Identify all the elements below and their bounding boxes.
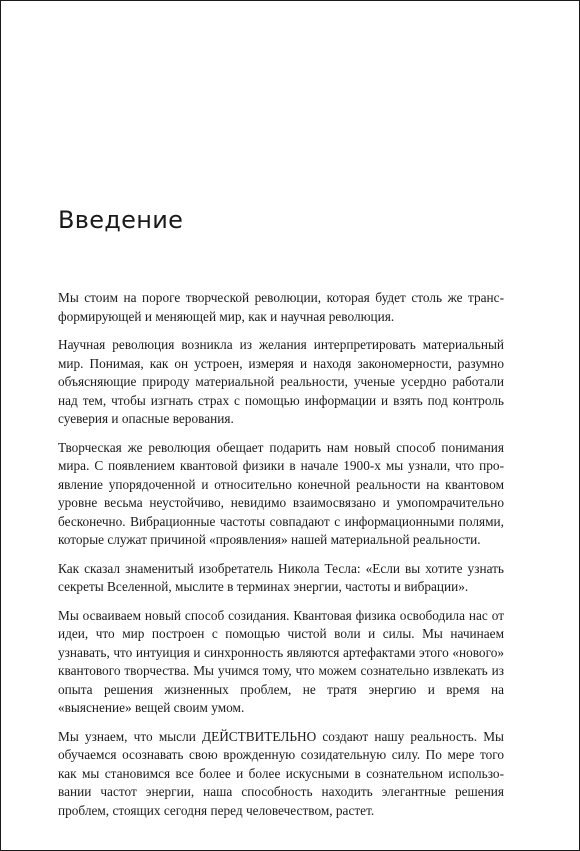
chapter-title: Введение xyxy=(58,206,184,234)
chapter-body xyxy=(58,289,504,830)
paragraph: Научная революция возникла из желания интерпретировать материальный мир. Понимая, как он устроен, измеряя и находя закономерности, разумно объясняющие природу материальной реальности, ученые усердно работали над тем, чтобы изгнать страх с помощью информации и взять под контроль суеверия и опасные верования. xyxy=(58,337,504,426)
paragraph: Мы осваиваем новый способ созидания. Квантовая физика освободила нас от идеи, что мир построен с помощью чистой воли и силы. Мы начинаем узнавать, что интуиция и синхронность являются артефактами этого «нового» квантового творчества. Мы учимся тому, что можем сознательно извлекать из опыта решения жизненных проблем, не тратя энергию и время на «выяснение» вещей своим умом. xyxy=(58,607,504,715)
paragraph: Мы стоим на пороге творческой революции, которая будет столь же трансформирующей и меняющей мир, как и научная революция. xyxy=(58,290,504,324)
paragraph: Мы узнаем, что мысли ДЕЙСТВИТЕЛЬНО создают нашу реальность. Мы обучаемся осознавать свою врожденную созидательную силу. По мере того как мы становимся все более и более искусными в сознательном использовании частот энергии, наша способность находить элегантные решения проблем, стоящих сегодня перед человечеством, растет. xyxy=(58,728,504,818)
paragraph: Как сказал знаменитый изобретатель Никола Тесла: «Если вы хотите узнать секреты Вселенной, мыслите в терминах энергии, частоты и вибрации». xyxy=(58,560,504,594)
paragraph: Творческая же революция обещает подарить нам новый способ понимания мира. С появлением квантовой физики в начале 1900-х мы узнали, что проявление упорядоченной и относительно конечной реальности на квантовом уровне весьма неустойчиво, невидимо взаимосвязано и умопомрачительно бесконечно. Вибрационные частоты совпадают с информационными полями, которые служат причиной «проявления» нашей материальной реальности. xyxy=(58,439,504,547)
